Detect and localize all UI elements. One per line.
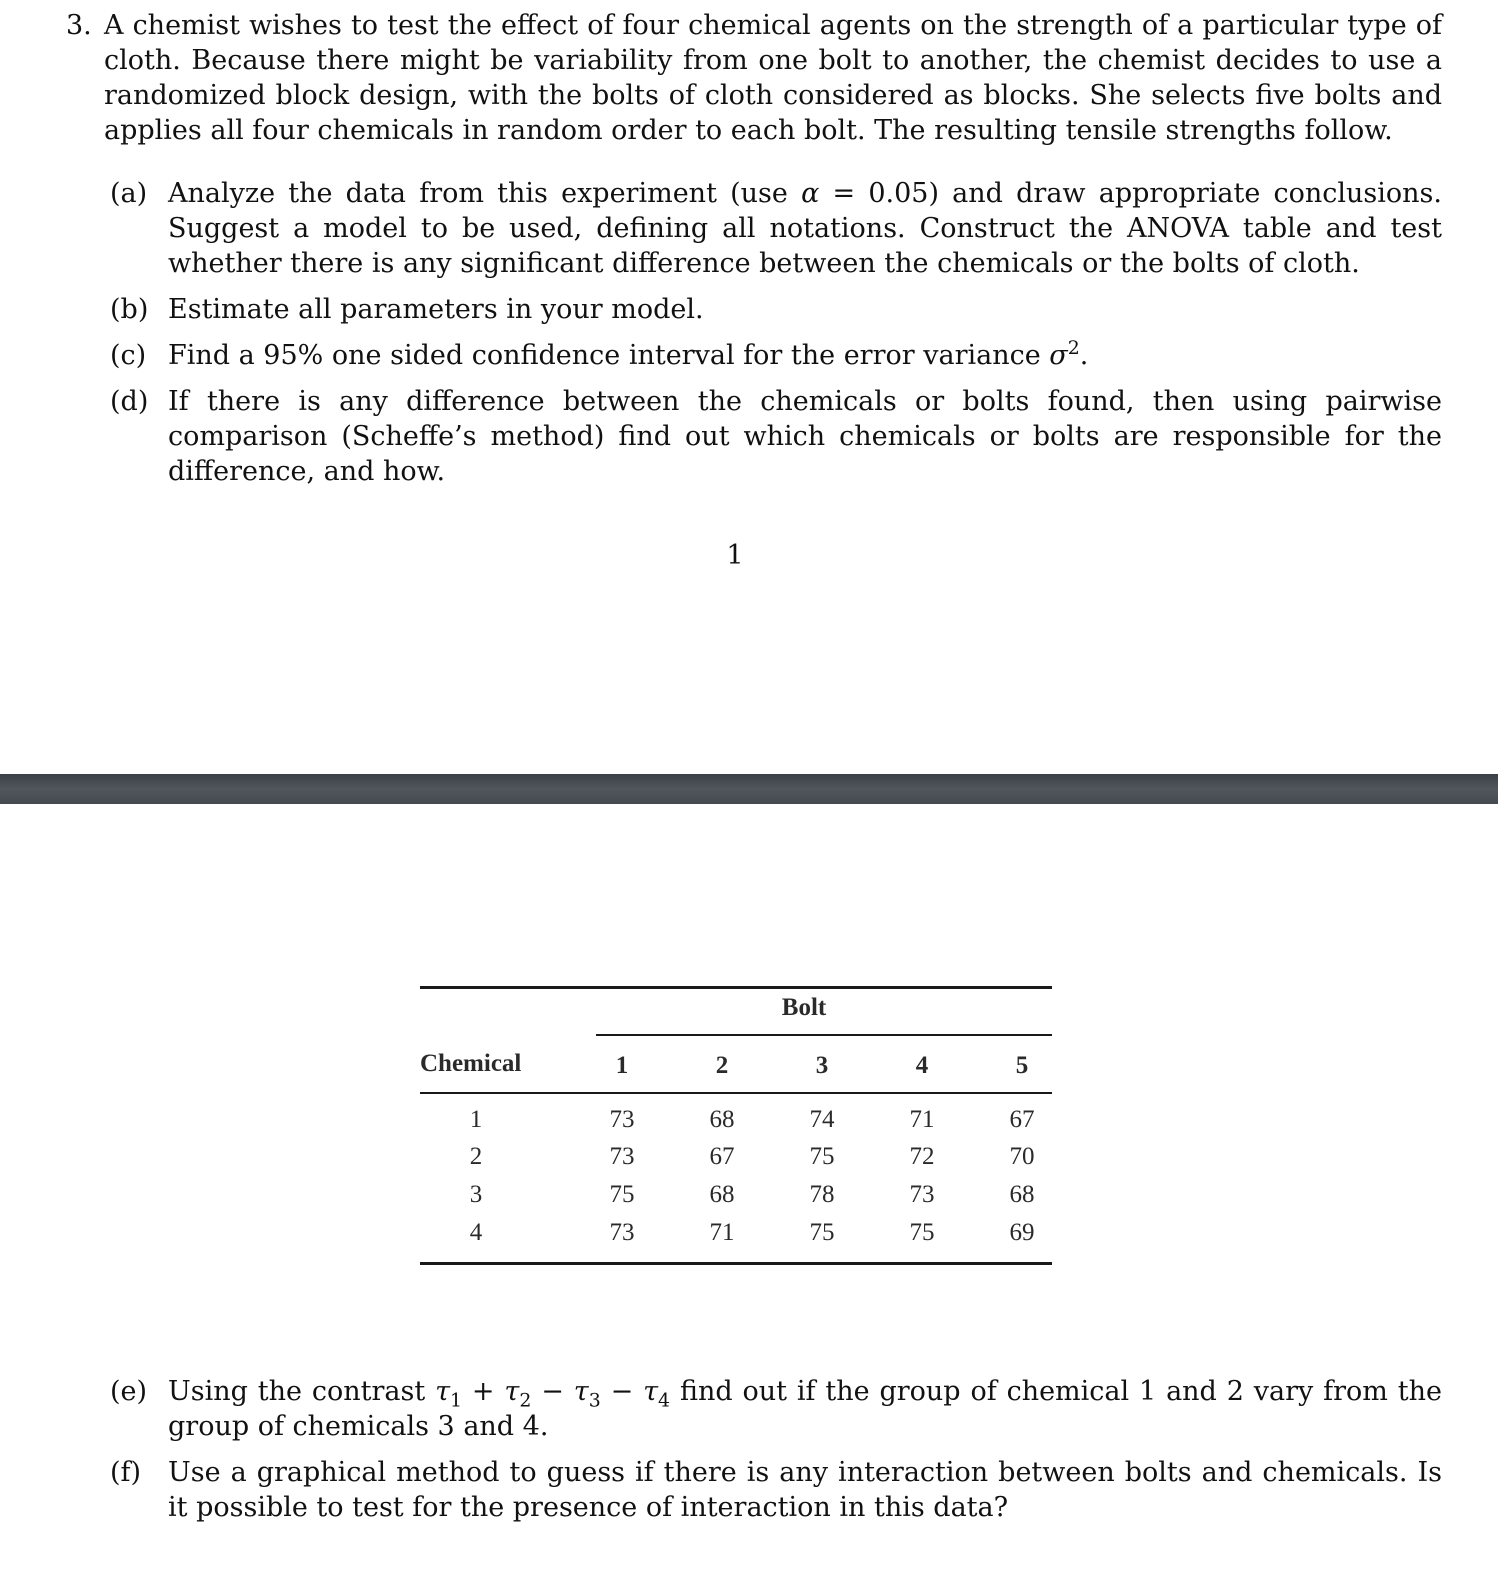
table-top-rule [420, 986, 1052, 989]
problem-statement [66, 8, 1442, 148]
part-e [110, 1374, 1442, 1444]
row-4-chemical: 4 [469, 1219, 483, 1246]
tau-2-symbol: τ [504, 1376, 520, 1407]
tau-1-subscript: 1 [450, 1389, 463, 1412]
cell-chem1-bolt1: 73 [609, 1106, 635, 1133]
contrast-op-2: − [531, 1376, 574, 1407]
part-b-text: Estimate all parameters in your model. [168, 294, 704, 325]
part-b [110, 292, 1442, 327]
row-3-chemical: 3 [469, 1181, 483, 1208]
problem-number: 3. [66, 10, 92, 41]
question-parts-a-d [110, 176, 1442, 500]
part-e-text-pre: Using the contrast [168, 1376, 436, 1407]
bolt-col-3-header: 3 [815, 1052, 829, 1079]
part-c-label: (c) [110, 340, 147, 371]
part-d-text: If there is any difference between the chemicals or bolts found, then using pairwise comparison (Scheffe’s method) find out which chemicals or bolts are responsible for the difference, and how. [168, 386, 1442, 487]
part-c-text-post: . [1079, 340, 1089, 371]
cell-chem4-bolt2: 71 [709, 1219, 735, 1246]
row-2-chemical: 2 [469, 1143, 483, 1170]
bolt-col-5-header: 5 [1015, 1052, 1029, 1079]
cell-chem1-bolt5: 67 [1009, 1106, 1035, 1133]
cell-chem2-bolt2: 67 [709, 1143, 735, 1170]
table-bottom-rule [420, 1262, 1052, 1265]
tau-1-symbol: τ [435, 1376, 451, 1407]
tau-3-symbol: τ [573, 1376, 589, 1407]
sigma-exponent: 2 [1067, 337, 1080, 359]
cell-chem2-bolt1: 73 [609, 1143, 635, 1170]
cell-chem3-bolt2: 68 [709, 1181, 735, 1208]
part-d-label: (d) [110, 386, 149, 417]
cell-chem3-bolt3: 78 [809, 1181, 835, 1208]
alpha-symbol: α [801, 178, 820, 209]
tau-3-subscript: 3 [588, 1389, 601, 1412]
part-c-text-pre: Find a 95% one sided confidence interval for the error variance [168, 340, 1050, 371]
cell-chem4-bolt4: 75 [909, 1219, 935, 1246]
cell-chem4-bolt1: 73 [609, 1219, 635, 1246]
tau-4-symbol: τ [643, 1376, 659, 1407]
cell-chem1-bolt4: 71 [909, 1106, 935, 1133]
cell-chem2-bolt5: 70 [1009, 1143, 1035, 1170]
contrast-op-3: − [600, 1376, 644, 1407]
bolt-header-rule [596, 1034, 1052, 1036]
part-f [110, 1455, 1442, 1525]
table-header-rule [420, 1092, 1052, 1094]
sigma-symbol: σ [1049, 340, 1068, 371]
chemical-column-header: Chemical [420, 1050, 522, 1077]
part-a-text-pre: Analyze the data from this experiment (use [168, 178, 802, 209]
part-f-label: (f) [110, 1457, 142, 1488]
part-e-text-post: find out if the group of chemical 1 and 2 vary from the group of chemicals 3 and 4. [168, 1376, 1442, 1442]
problem-stem: A chemist wishes to test the effect of four chemical agents on the strength of a particular type of cloth. Because there might be variability from one bolt to another, the chemist decides to use a randomized block design, with the bolts of cloth considered as blocks. She selects five bolts and applies all four chemicals in random order to each bolt. The resulting tensile strengths follow. [104, 10, 1442, 146]
cell-chem4-bolt5: 69 [1009, 1219, 1035, 1246]
bolt-col-2-header: 2 [715, 1052, 729, 1079]
cell-chem3-bolt1: 75 [609, 1181, 635, 1208]
cell-chem2-bolt4: 72 [909, 1143, 935, 1170]
tau-2-subscript: 2 [519, 1389, 532, 1412]
part-c [110, 338, 1442, 373]
question-parts-e-f [110, 1374, 1442, 1536]
tensile-strength-table [420, 986, 1052, 1266]
row-1-chemical: 1 [469, 1106, 483, 1133]
screenshot-divider-bar [0, 774, 1498, 804]
tau-4-subscript: 4 [658, 1389, 671, 1412]
part-a [110, 176, 1442, 281]
cell-chem1-bolt3: 74 [809, 1106, 835, 1133]
cell-chem2-bolt3: 75 [809, 1143, 835, 1170]
bolt-col-1-header: 1 [615, 1052, 629, 1079]
contrast-op-1: + [462, 1376, 505, 1407]
part-b-label: (b) [110, 294, 149, 325]
part-a-text-post: = 0.05) and draw appropriate conclusions. Suggest a model to be used, defining all notations. Construct the ANOVA table and test whether there is any significant difference between the chemicals or the bolts of cloth. [168, 178, 1442, 279]
cell-chem3-bolt5: 68 [1009, 1181, 1035, 1208]
part-e-label: (e) [110, 1376, 148, 1407]
part-d [110, 384, 1442, 489]
bolt-group-header: Bolt [781, 994, 827, 1021]
cell-chem1-bolt2: 68 [709, 1106, 735, 1133]
part-f-text: Use a graphical method to guess if there is any interaction between bolts and chemicals. Is it possible to test for the presence of interaction in this data? [168, 1457, 1442, 1523]
part-a-label: (a) [110, 178, 148, 209]
cell-chem3-bolt4: 73 [909, 1181, 935, 1208]
page-number: 1 [726, 540, 744, 571]
bolt-col-4-header: 4 [915, 1052, 929, 1079]
cell-chem4-bolt3: 75 [809, 1219, 835, 1246]
